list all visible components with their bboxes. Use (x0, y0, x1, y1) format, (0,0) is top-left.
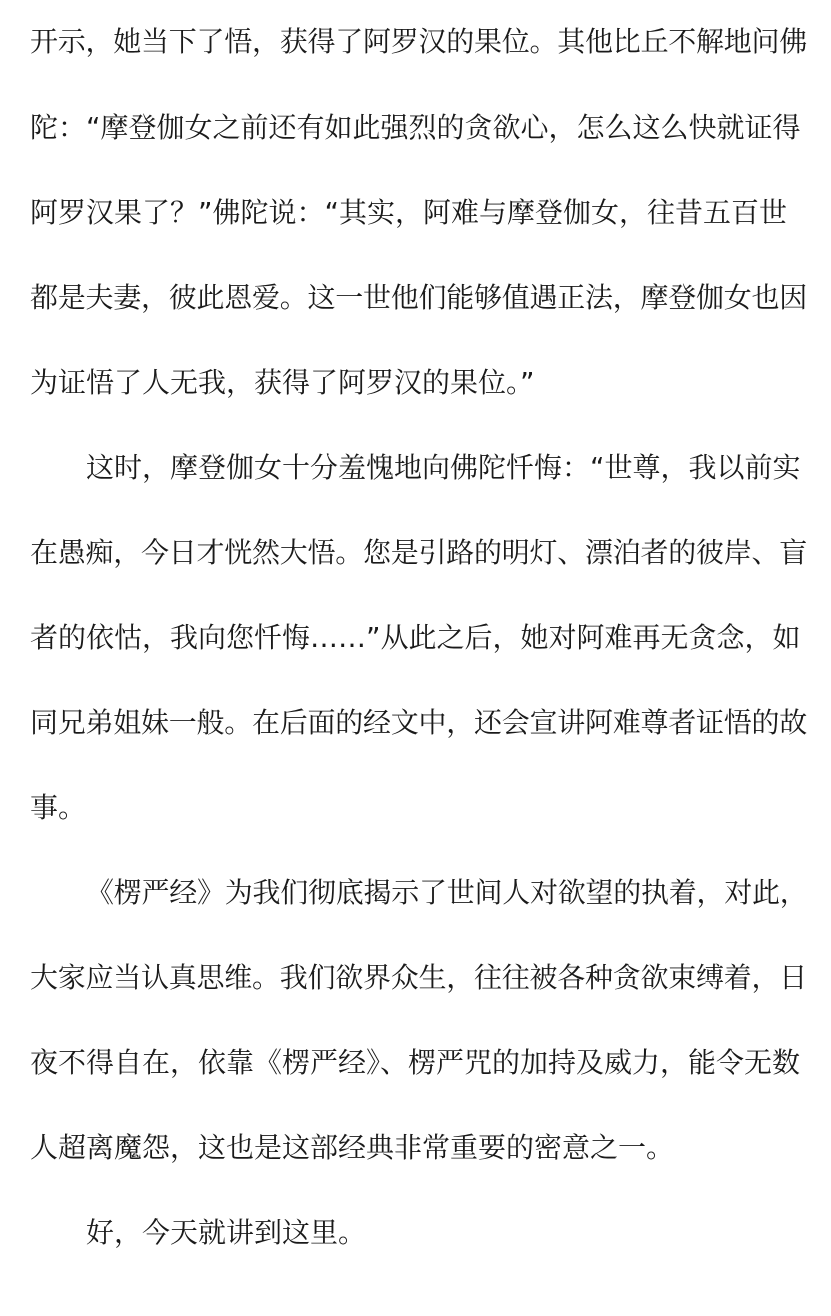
text-line: 都是夫妻，彼此恩爱。这一世他们能够值遇正法，摩登伽女也因 (30, 281, 808, 314)
paragraph-first-line: 这时，摩登伽女十分羞愧地向佛陀忏悔：“世尊，我以前实 (86, 451, 801, 484)
paragraph-first-line: 好，今天就讲到这里。 (86, 1216, 367, 1249)
text-line: 人超离魔怨，这也是这部经典非常重要的密意之一。 (30, 1131, 675, 1164)
text-line: 事。 (30, 791, 87, 824)
text-line: 同兄弟姐妹一般。在后面的经文中，还会宣讲阿难尊者证悟的故 (30, 706, 808, 739)
text-line: 大家应当认真思维。我们欲界众生，往往被各种贪欲束缚着，日 (30, 961, 808, 994)
text-line: 陀：“摩登伽女之前还有如此强烈的贪欲心，怎么这么快就证得 (30, 111, 801, 144)
paragraph-first-line: 《楞严经》为我们彻底揭示了世间人对欲望的执着，对此， (86, 876, 808, 909)
text-line: 开示，她当下了悟，获得了阿罗汉的果位。其他比丘不解地问佛 (30, 25, 808, 58)
text-line: 在愚痴，今日才恍然大悟。您是引路的明灯、漂泊者的彼岸、盲 (30, 536, 808, 569)
text-line: 夜不得自在，依靠《楞严经》、楞严咒的加持及威力，能令无数 (30, 1046, 801, 1079)
text-line: 为证悟了人无我，获得了阿罗汉的果位。” (30, 366, 535, 399)
text-line: 阿罗汉果了？”佛陀说：“其实，阿难与摩登伽女，往昔五百世 (30, 196, 788, 229)
text-line: 者的依怙，我向您忏悔……”从此之后，她对阿难再无贪念，如 (30, 621, 801, 654)
